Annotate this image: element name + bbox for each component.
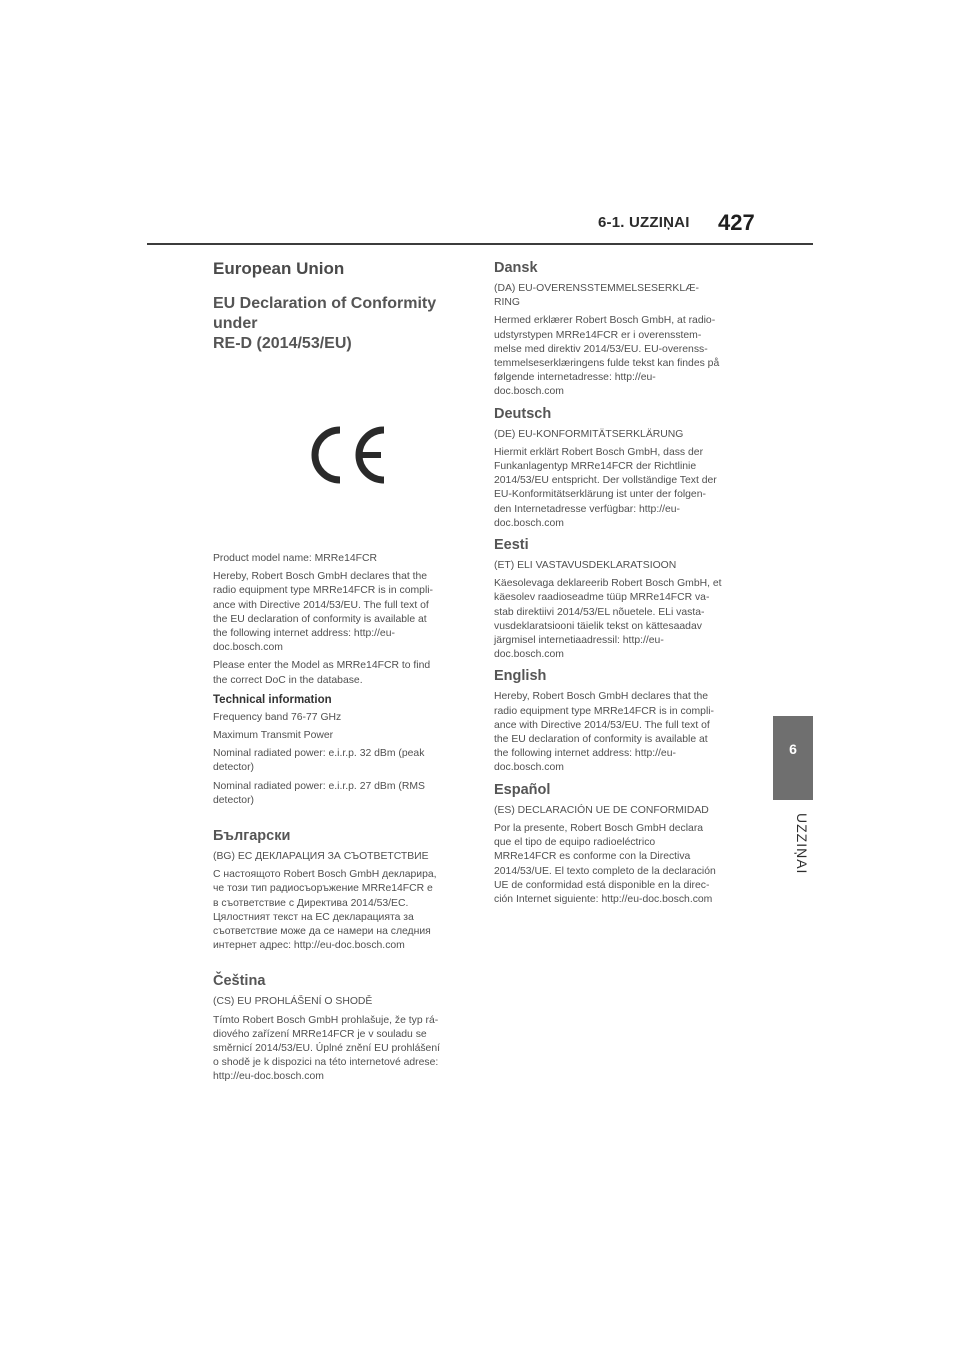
language-section	[213, 971, 481, 1084]
chapter-side-label: UZZIŅAI	[794, 813, 810, 875]
technical-info-item: Nominal radiated power: e.i.r.p. 27 dBm (RMS detector)	[213, 780, 425, 806]
product-model: Product model name: MRRe14FCR	[213, 553, 378, 564]
language-heading: English	[494, 668, 547, 685]
language-heading: Čeština	[213, 973, 266, 990]
technical-info-list	[213, 711, 481, 808]
language-declaration-text: Käesolevaga deklareerib Robert Bosch GmbH, et käesolev raadioseadme tüüp MRRe14FCR va- stab direktiivi 2014/53/EL nõuetele. ELi vasta- vusdeklaratsiooni täielik tekst on kättesaadav järgmisel internetiaadressil: http://eu- doc.bosch.com	[494, 578, 722, 661]
language-declaration-text: Tímto Robert Bosch GmbH prohlašuje, že typ rá- diového zařízení MRRe14FCR je v souladu se směrnicí 2014/53/EU. Úplné znění EU prohlášení o shodě je k dispozici na této internetové adrese: http://eu-doc.bosch.com	[213, 1014, 440, 1083]
language-list-right	[494, 258, 762, 911]
language-section	[494, 535, 762, 662]
language-heading: Dansk	[494, 260, 538, 276]
eu-title: European Union	[213, 259, 345, 278]
page-number: 427	[718, 210, 755, 235]
technical-info-item: Nominal radiated power: e.i.r.p. 32 dBm (peak detector)	[213, 748, 425, 774]
technical-info-heading: Technical information	[213, 693, 332, 706]
language-declaration-title: (BG) ЕС ДЕКЛАРАЦИЯ ЗА СЪОТВЕТСТВИЕ	[213, 851, 429, 863]
header-divider	[147, 243, 813, 245]
declaration-text: Hereby, Robert Bosch GmbH declares that the radio equipment type MRRe14FCR is in compli- ance with Directive 2014/53/EU. The full text of the EU declaration of conformity is available at the following internet address: http://eu- doc.bosch.com	[213, 571, 434, 654]
chapter-tab	[773, 716, 813, 800]
language-declaration-title: (ES) DECLARACIÓN UE DE CONFORMIDAD	[494, 804, 709, 816]
left-column	[213, 258, 481, 1089]
technical-info-item: Maximum Transmit Power	[213, 730, 334, 742]
language-declaration-title: (DA) EU-OVERENSSTEMMELSESERKLÆ- RING	[494, 283, 699, 309]
language-section	[494, 780, 762, 907]
technical-info-item: Frequency band 76-77 GHz	[213, 711, 342, 723]
language-declaration-title: (CS) EU PROHLÁŠENÍ O SHODĚ	[213, 996, 373, 1008]
language-heading: Deutsch	[494, 405, 552, 422]
language-section	[213, 826, 481, 953]
language-declaration-title: (DE) EU-KONFORMITÄTSERKLÄRUNG	[494, 428, 684, 440]
eu-declaration-subtitle: EU Declaration of Conformity under RE-D (2014/53/EU)	[213, 295, 437, 352]
language-section	[494, 258, 762, 400]
chapter-tab-number: 6	[789, 741, 797, 757]
language-heading: Eesti	[494, 537, 529, 554]
section-title: 6-1. UZZIŅAI	[598, 214, 690, 231]
language-heading: Български	[213, 828, 291, 845]
language-section	[494, 666, 762, 775]
language-declaration-text: Hermed erklærer Robert Bosch GmbH, at radio- udstyrstypen MRRe14FCR er i overensstem- melse med direktiv 2014/53/EU. EU-overenss- temmelseserklæringens fulde tekst kan findes på følgende internetadresse: http://eu- doc.bosch.com	[494, 315, 720, 398]
ce-mark	[213, 366, 481, 544]
ce-mark-icon	[304, 420, 390, 490]
language-declaration-text: С настоящото Robert Bosch GmbH декларира, че този тип радиосъоръжение MRRe14FCR е в съответствие с Директива 2014/53/ЕС. Цялостният текст на ЕС декларацията за съответствие може да се намери на следния интернет адрес: http://eu-doc.bosch.com	[213, 869, 437, 952]
language-section	[494, 404, 762, 531]
language-declaration-text: Por la presente, Robert Bosch GmbH declara que el tipo de equipo radioeléctrico MRRe14FCR es conforme con la Directiva 2014/53/UE. El texto completo de la declaración UE de conformidad está disponible en la direc- ción Internet siguiente: http://eu-doc.bosch.com	[494, 822, 716, 905]
language-list-left	[213, 826, 481, 1085]
language-declaration-text: Hiermit erklärt Robert Bosch GmbH, dass der Funkanlagentyp MRRe14FCR der Richtlinie 2014/53/EU entspricht. Der vollständige Text der EU-Konformitätserklärung ist unter der folgen- den Internetadresse verfügbar: http://eu- doc.bosch.com	[494, 446, 717, 529]
language-declaration-title: (ET) ELI VASTAVUSDEKLARATSIOON	[494, 560, 677, 572]
model-note: Please enter the Model as MRRe14FCR to find the correct DoC in the database.	[213, 660, 431, 686]
language-heading: Español	[494, 781, 551, 798]
language-declaration-text: Hereby, Robert Bosch GmbH declares that the radio equipment type MRRe14FCR is in compli- ance with Directive 2014/53/EU. The full text of the EU declaration of conformity is available at the following internet address: http://eu- doc.bosch.com	[494, 691, 715, 774]
